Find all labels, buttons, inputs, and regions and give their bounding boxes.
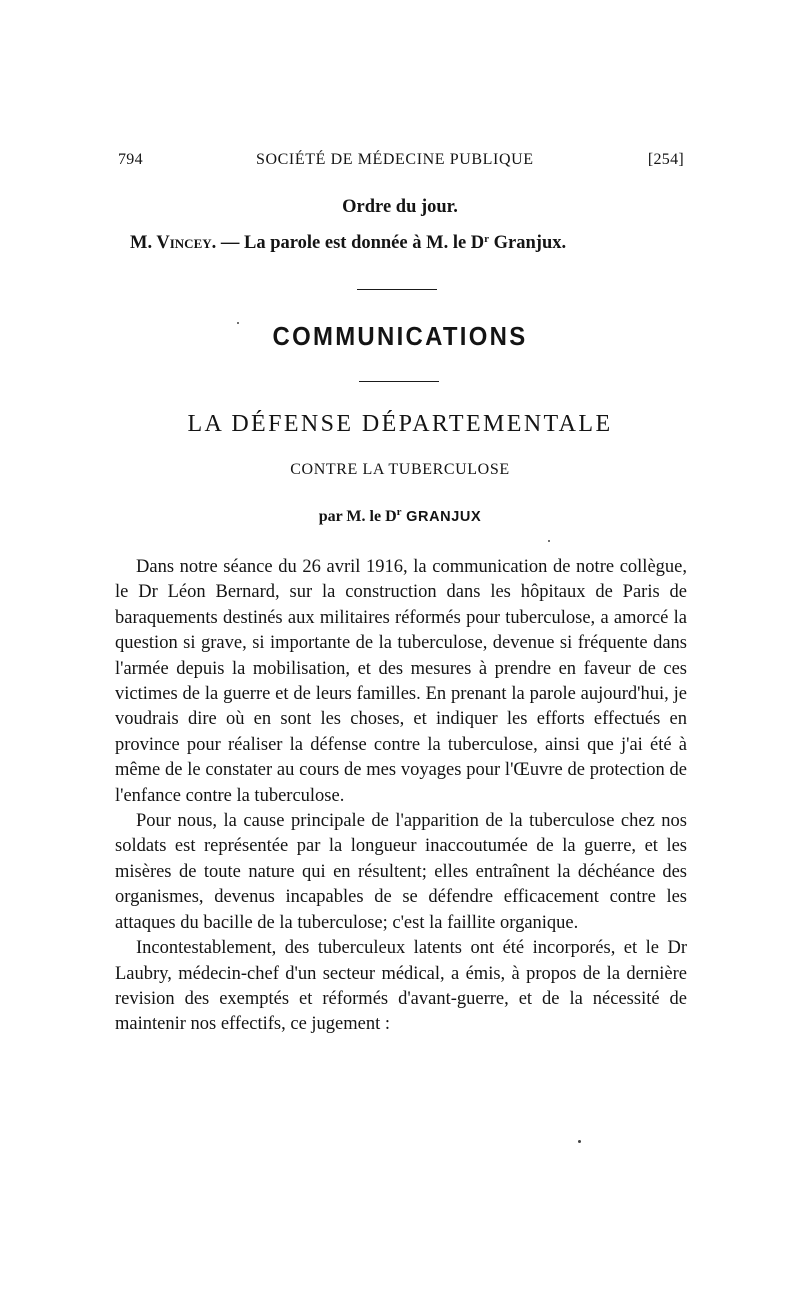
body-paragraph: Incontestablement, des tuberculeux latents ont été incorporés, et le Dr Laubry, médecin-chef d'un secteur médical, a émis, à propos de la dernière revision des exemptés et réformés d'avant-guerre, et de la nécessité de maintenir nos effectifs, ce jugement : xyxy=(115,938,687,1035)
divider-rule xyxy=(359,381,439,382)
remark-text-end: Granjux. xyxy=(489,233,567,253)
article-subtitle: CONTRE LA TUBERCULOSE xyxy=(290,461,510,478)
article-byline xyxy=(0,508,800,526)
article-body xyxy=(115,555,687,1038)
running-head xyxy=(118,151,684,173)
order-of-day-heading: Ordre du jour. xyxy=(342,197,458,217)
reference-number: [254] xyxy=(647,151,684,168)
divider-rule xyxy=(357,289,437,290)
author-name: GRANJUX xyxy=(401,509,482,525)
article-title: LA DÉFENSE DÉPARTEMENTALE xyxy=(187,411,613,437)
print-speck xyxy=(578,1140,581,1143)
chair-remark xyxy=(130,233,690,254)
body-paragraph: Pour nous, la cause principale de l'apparition de la tuberculose chez nos soldats est représentée par la longueur inaccoutumée de la guerre, et les misères de toute nature qui en résultent; elles entraînent la déchéance des organismes, devenus incapables de se défendre efficacement contre les attaques du bacille de la tuberculose; c'est la faillite organique. xyxy=(115,811,687,933)
body-paragraph: Dans notre séance du 26 avril 1916, la communication de notre collègue, le Dr Léon Bernard, sur la construction dans les hôpitaux de Paris de baraquements destinés aux militaires réformés pour tuberculose, a amorcé la question si grave, si importante de la tuberculose, devenue si fréquente dans l'armée depuis la mobilisation, et des mesures à prendre en faveur de ces victimes de la guerre et de leurs familles. En prenant la parole aujourd'hui, je voudrais dire où en sont les choses, et indiquer les efforts effectués en province pour réaliser la défense contre la tuberculose, ainsi que j'ai été à même de le constater au cours de mes voyages pour l'Œuvre de protection de l'enfance contre la tuberculose. xyxy=(115,557,687,806)
remark-text: — La parole est donnée à M. le D xyxy=(216,233,485,253)
remark-superscript: r xyxy=(484,233,490,245)
section-heading: COMMUNICATIONS xyxy=(272,321,528,351)
print-speck xyxy=(237,322,239,324)
byline-superscript: r xyxy=(396,506,402,518)
byline-prefix: par M. le D xyxy=(318,508,397,525)
page-number: 794 xyxy=(118,151,143,168)
speaker-name: M. Vincey. xyxy=(130,233,217,253)
print-speck xyxy=(548,540,550,542)
running-title: SOCIÉTÉ DE MÉDECINE PUBLIQUE xyxy=(256,151,534,168)
